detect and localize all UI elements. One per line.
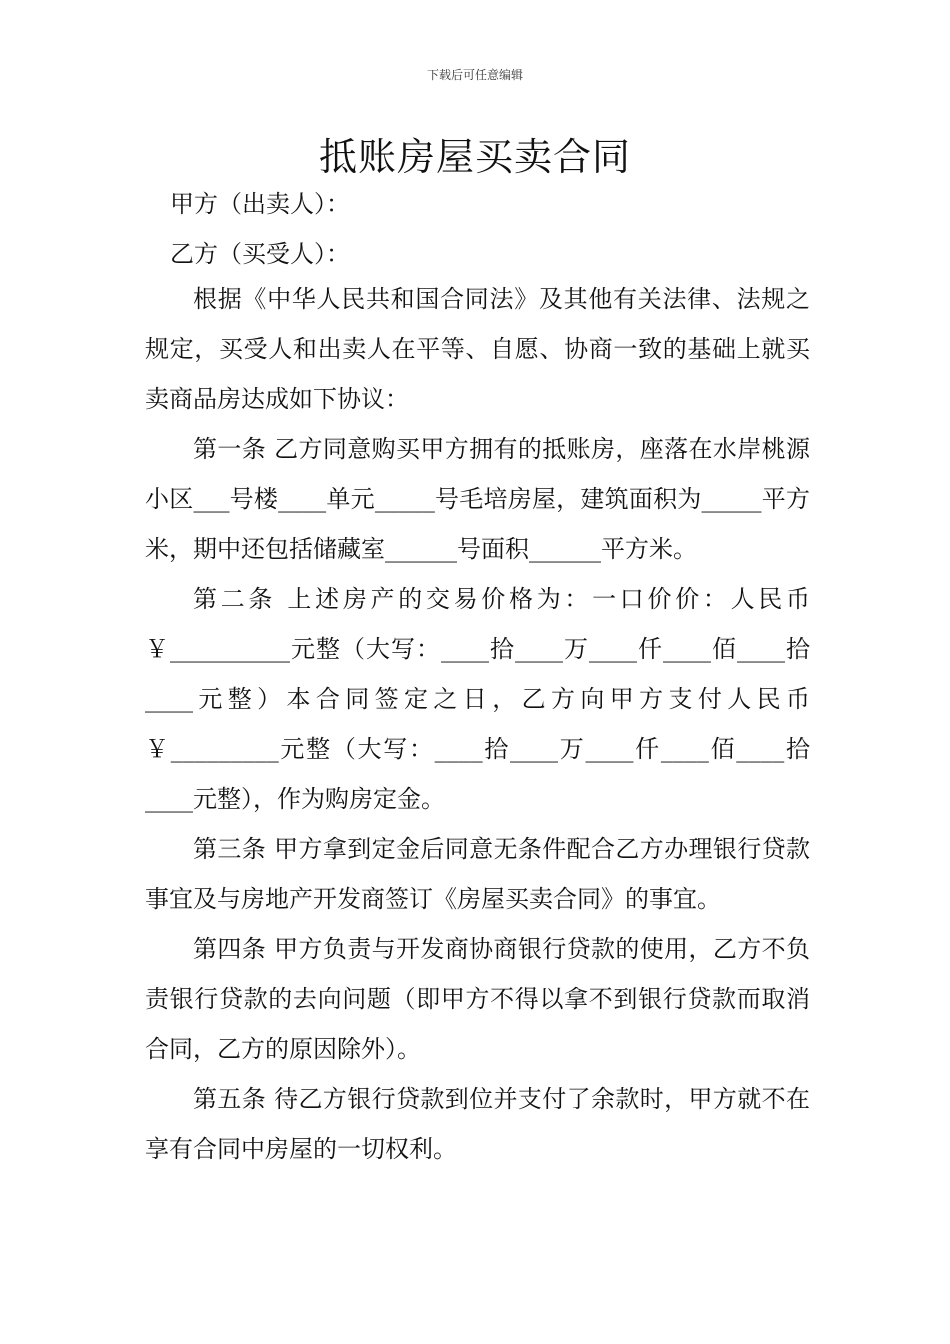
preamble-paragraph: 根据《中华人民共和国合同法》及其他有关法律、法规之规定，买受人和出卖人在平等、自愿、协商一致的基础上就买卖商品房达成如下协议： xyxy=(145,285,810,413)
party-b-line: 乙方（买受人）： xyxy=(170,240,350,268)
document-title: 抵账房屋买卖合同 xyxy=(318,135,631,179)
header-note: 下载后可任意编辑 xyxy=(426,68,523,82)
article-2-paragraph: 第二条 上述房产的交易价格为：一口价价：人民币￥__________元整（大写：____拾____万____仟____佰____拾____元整）本合同签定之日，乙方向甲方支付人民币￥_________元整（大写：____拾____万____仟____佰____拾____元整），作为购房定金。 xyxy=(145,585,810,813)
article-1-paragraph: 第一条 乙方同意购买甲方拥有的抵账房，座落在水岸桃源小区___号楼____单元_____号毛培房屋，建筑面积为_____平方米，期中还包括储藏室______号面积______平方米。 xyxy=(145,435,810,563)
article-4-paragraph: 第四条 甲方负责与开发商协商银行贷款的使用，乙方不负责银行贷款的去向问题（即甲方不得以拿不到银行贷款而取消合同，乙方的原因除外）。 xyxy=(145,935,810,1063)
article-5-paragraph: 第五条 待乙方银行贷款到位并支付了余款时，甲方就不在享有合同中房屋的一切权利。 xyxy=(145,1085,810,1163)
article-3-paragraph: 第三条 甲方拿到定金后同意无条件配合乙方办理银行贷款事宜及与房地产开发商签订《房屋买卖合同》的事宜。 xyxy=(145,835,810,913)
party-a-line: 甲方（出卖人）： xyxy=(170,190,350,218)
contract-body xyxy=(145,274,810,1174)
